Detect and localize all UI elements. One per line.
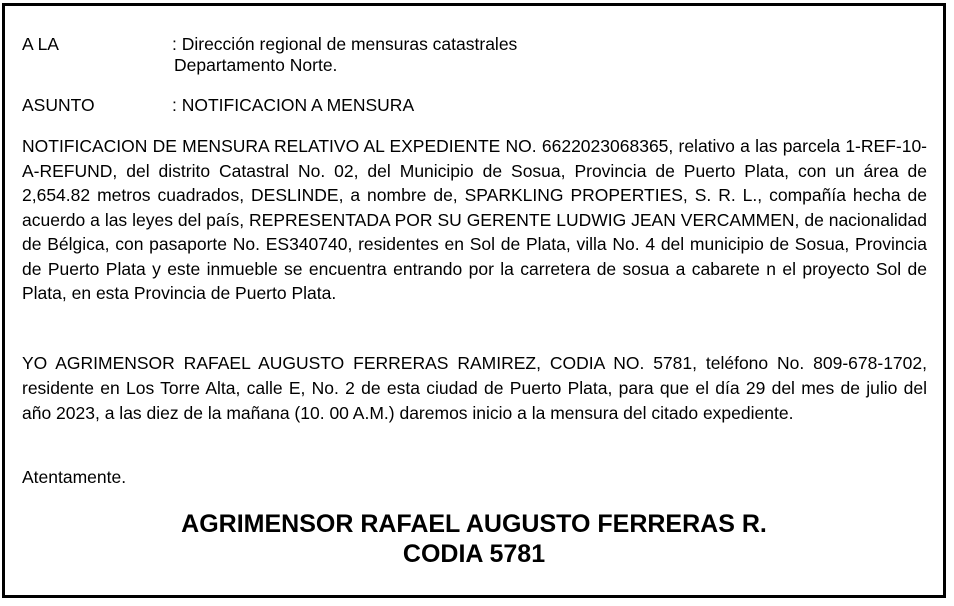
to-value-line1: : Dirección regional de mensuras catastrales: [172, 34, 518, 54]
signature-codia: CODIA 5781: [402, 540, 546, 568]
surveyor-paragraph: YO AGRIMENSOR RAFAEL AUGUSTO FERRERAS RAMIREZ, CODIA NO. 5781, teléfono No. 809-678-1702, residente en Los Torre Alta, calle E, No. 2 de esta ciudad de Puerto Plata, para que el día 29 del mes de julio del año 2023, a las diez de la mañana (10. 00 A.M.) daremos inicio a la mensura del citado expediente.: [22, 353, 927, 423]
closing-text: Atentamente.: [22, 467, 127, 487]
notice-box: [2, 3, 946, 598]
to-value-line2: Departamento Norte.: [174, 55, 338, 75]
notification-paragraph: NOTIFICACION DE MENSURA RELATIVO AL EXPEDIENTE NO. 6622023068365, relativo a las parcela 1-REF-10-A-REFUND, del distrito Catastral No. 02, del Municipio de Sosua, Provincia de Puerto Plata, con un área de 2,654.82 metros cuadrados, DESLINDE, a nombre de, SPARKLING PROPERTIES, S. R. L., compañía hecha de acuerdo a las leyes del país, REPRESENTADA POR SU GERENTE LUDWIG JEAN VERCAMMEN, de nacionalidad de Bélgica, con pasaporte No. ES340740, residentes en Sol de Plata, villa No. 4 del municipio de Sosua, Provincia de Puerto Plata y este inmueble se encuentra entrando por la carretera de sosua a cabarete n el proyecto Sol de Plata, en esta Provincia de Puerto Plata.: [22, 136, 927, 303]
subject-value: : NOTIFICACION A MENSURA: [172, 95, 415, 115]
subject-label: ASUNTO: [22, 95, 95, 115]
signature-name: AGRIMENSOR RAFAEL AUGUSTO FERRERAS R.: [181, 510, 767, 538]
to-label: A LA: [22, 34, 59, 54]
